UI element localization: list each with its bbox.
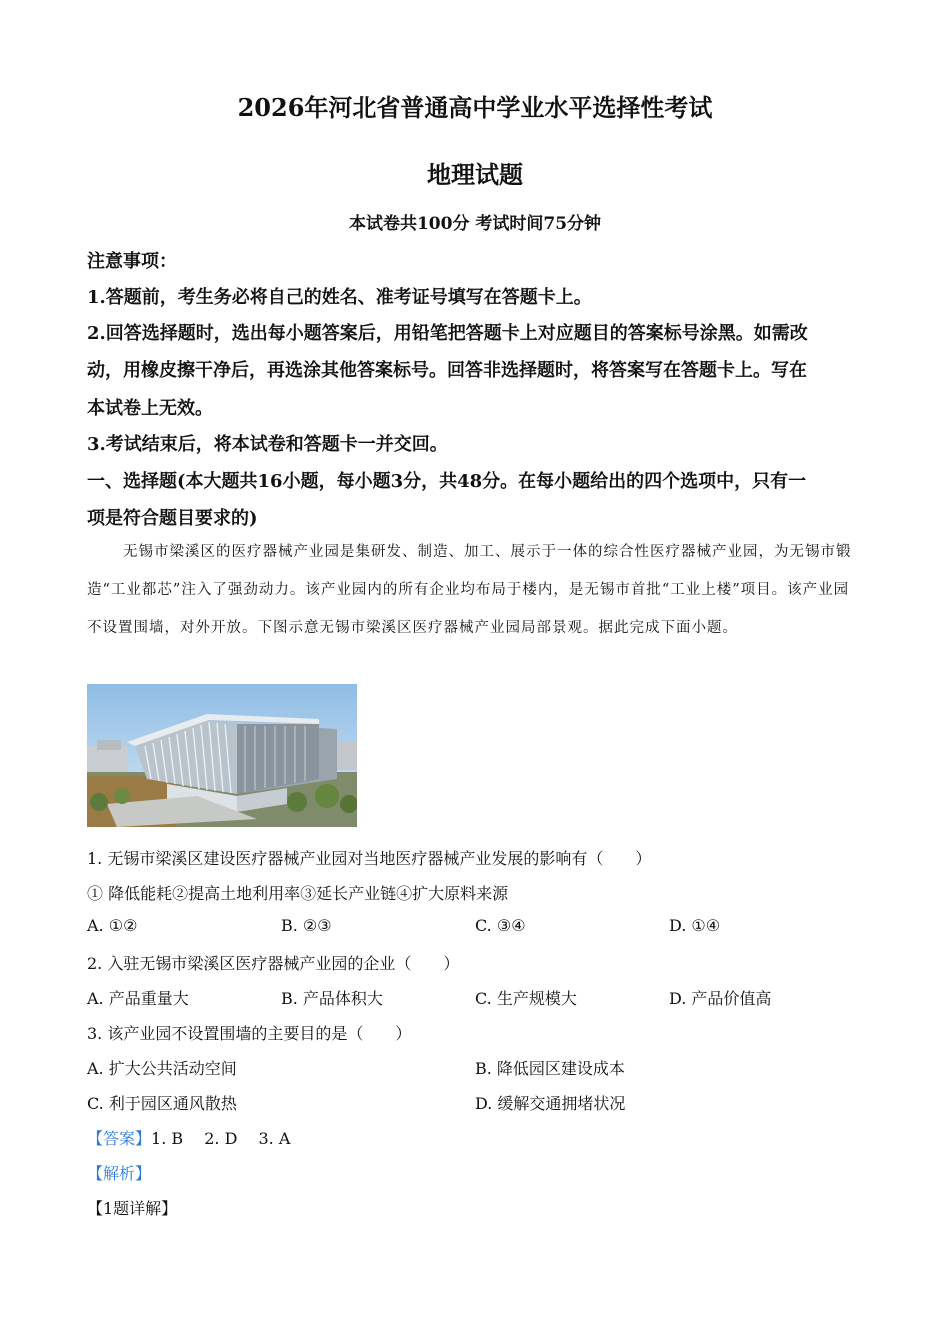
question-2-option-c: C. 生产规模大 [475,989,577,1008]
industrial-park-photo [87,684,357,827]
question-3-option-c: C. 利于园区通风散热 [87,1094,237,1113]
question-2-option-d: D. 产品价值高 [669,989,772,1008]
question-2-option-b: B. 产品体积大 [281,989,383,1008]
question-1-option-c: C. ③④ [475,916,526,935]
answer-text: 1. B 2. D 3. A [151,1129,291,1148]
question-2-stem: 2. 入驻无锡市梁溪区医疗器械产业园的企业（ ） [87,954,460,973]
building-photo-illustration [87,684,357,827]
exam-title: 2026年河北省普通高中学业水平选择性考试 [237,93,713,122]
section-heading-line-2: 项是符合题目要求的) [87,508,258,529]
analysis-tag: 【解析】 [87,1164,152,1183]
exam-info: 本试卷共100分 考试时间75分钟 [348,214,602,234]
note-item-2-line-3: 本试卷上无效。 [87,398,213,419]
note-item-3: 3.考试结束后，将本试卷和答题卡一并交回。 [87,434,448,455]
section-heading-line-1: 一、选择题(本大题共16小题，每小题3分，共48分。在每小题给出的四个选项中，只有一 [87,471,807,492]
question-1-items: ① 降低能耗②提高土地利用率③延长产业链④扩大原料来源 [87,884,509,903]
question-1-stem: 1. 无锡市梁溪区建设医疗器械产业园对当地医疗器械产业发展的影响有（ ） [87,849,652,868]
question-3-option-d: D. 缓解交通拥堵状况 [475,1094,626,1113]
detail-tag: 【1题详解】 [87,1199,178,1218]
question-3-option-a: A. 扩大公共活动空间 [87,1059,237,1078]
passage-text: 无锡市梁溪区的医疗器械产业园是集研发、制造、加工、展示于一体的综合性医疗器械产业园，为无锡市锻造“工业都芯”注入了强劲动力。该产业园内的所有企业均布局于楼内，是无锡市首批“工业上楼”项目。该产业园不设置围墙，对外开放。下图示意无锡市梁溪区医疗器械产业园局部景观。据此完成下面小题。 [87,544,852,636]
question-3-option-b: B. 降低园区建设成本 [475,1059,625,1078]
question-1-option-a: A. ①② [87,916,138,935]
question-3-stem: 3. 该产业园不设置围墙的主要目的是（ ） [87,1024,412,1043]
question-2-option-a: A. 产品重量大 [87,989,189,1008]
note-item-2-line-2: 动，用橡皮擦干净后，再选涂其他答案标号。回答非选择题时，将答案写在答题卡上。写在 [87,360,807,381]
note-item-1: 1.答题前，考生务必将自己的姓名、准考证号填写在答题卡上。 [87,287,592,308]
question-1-option-d: D. ①④ [669,916,721,935]
question-1-option-b: B. ②③ [281,916,332,935]
notes-heading: 注意事项： [87,251,177,272]
subject-title: 地理试题 [427,160,523,189]
answer-line [87,1126,290,1149]
note-item-2-line-1: 2.回答选择题时，选出每小题答案后，用铅笔把答题卡上对应题目的答案标号涂黑。如需改 [87,323,808,344]
answer-tag: 【答案】 [87,1129,152,1148]
